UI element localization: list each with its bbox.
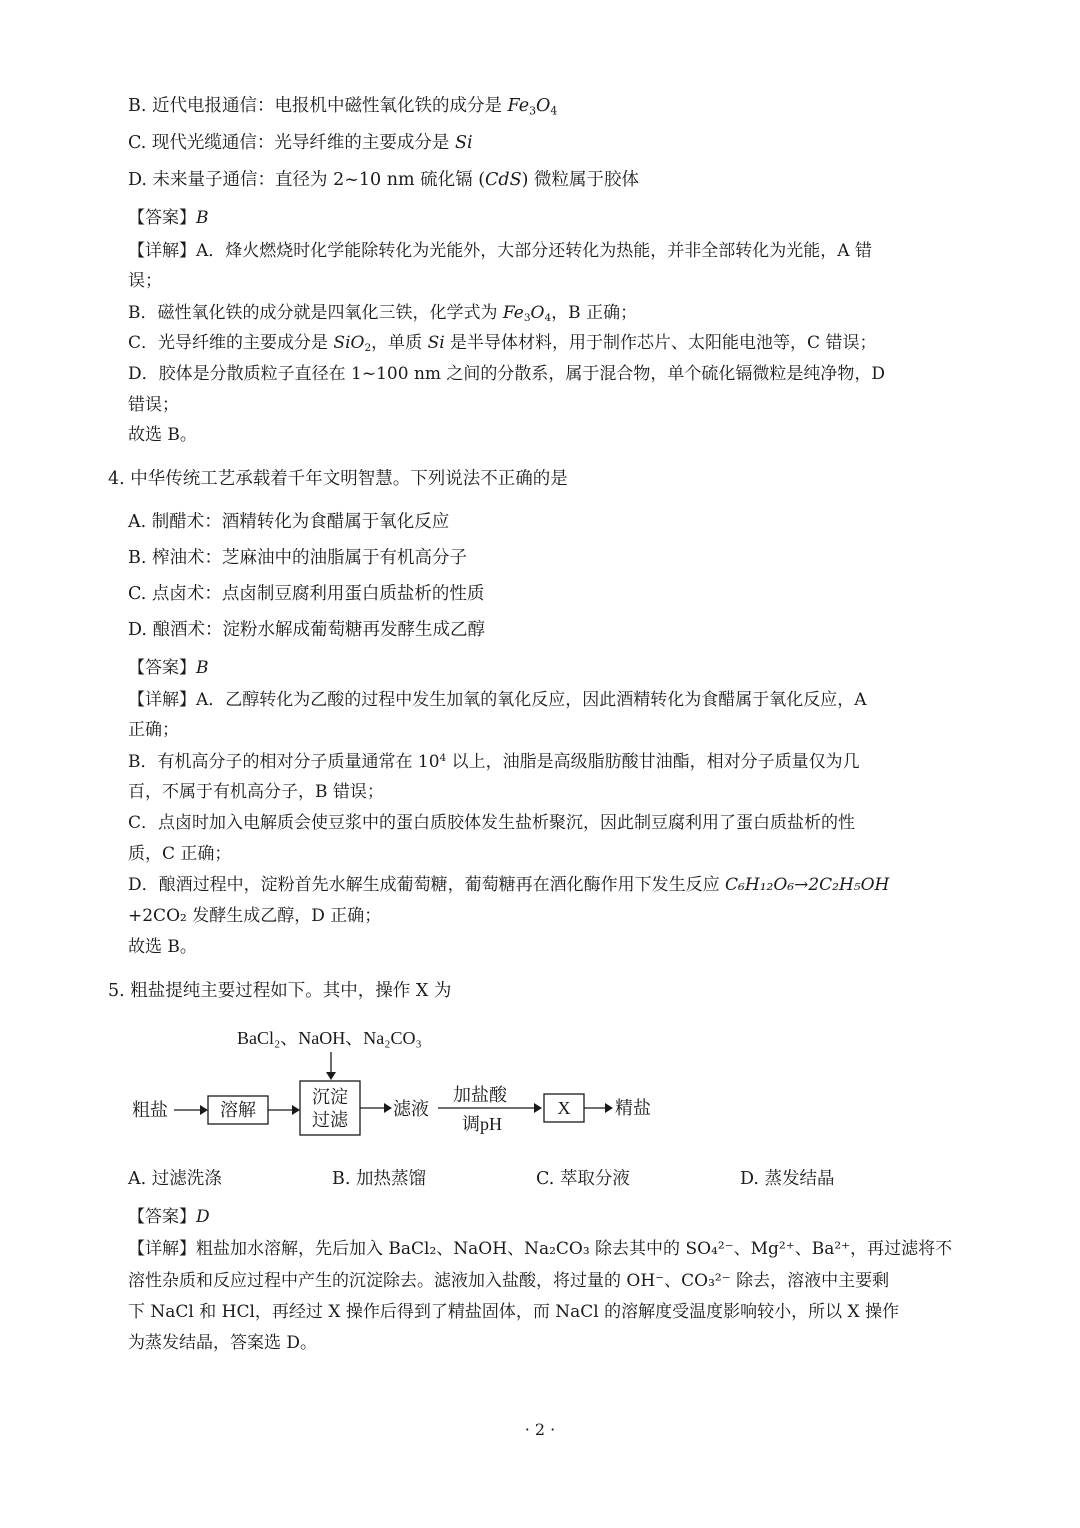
subscript: 2 <box>364 342 372 355</box>
formula: Si <box>427 333 445 353</box>
reagent-arrow-head <box>326 1072 336 1080</box>
q3-option-c <box>128 135 473 153</box>
formula: O <box>536 96 551 116</box>
subscript: 4 <box>544 312 552 325</box>
q4-option-b: B. 榨油术：芝麻油中的油脂属于有机高分子 <box>128 548 467 568</box>
q4-detail-line: +2CO₂ 发酵生成乙醇，D 正确； <box>128 906 382 926</box>
q3-option-b <box>128 98 557 116</box>
superscript: 4 <box>439 752 447 765</box>
q5-detail-line: 溶性杂质和反应过程中产生的沉淀除去。滤液加入盐酸，将过量的 OH⁻、CO₃²⁻ 除去，溶液中主要剩 <box>128 1271 890 1291</box>
formula: Fe <box>502 303 524 323</box>
answer-label: 【答案】 <box>128 1207 196 1227</box>
q5-option-c: C. 萃取分液 <box>536 1169 630 1189</box>
q3-detail-line: 故选 B。 <box>128 425 197 445</box>
q4-answer <box>128 660 209 677</box>
q5-answer <box>128 1209 210 1226</box>
step-dissolve-label: 溶解 <box>220 1100 256 1120</box>
detail-text: B．有机高分子的相对分子质量通常在 10 <box>128 752 440 772</box>
subscript: 4 <box>550 104 558 118</box>
formula: Si <box>454 133 473 153</box>
q4-detail-line: 故选 B。 <box>128 937 197 957</box>
answer-value: B <box>196 208 209 228</box>
q4-option-c: C. 点卤术：点卤制豆腐利用蛋白质盐析的性质 <box>128 584 485 604</box>
detail-text: ，单质 <box>371 333 428 353</box>
q3-detail-line: 【详解】A．烽火燃烧时化学能除转化为光能外，大部分还转化为热能，并非全部转化为光能，A 错 <box>128 241 872 261</box>
formula: Fe <box>507 96 530 116</box>
q4-option-d: D. 酿酒术：淀粉水解成葡萄糖再发酵生成乙醇 <box>128 620 486 640</box>
reagents-label: BaCl₂、NaOH、Na₂CO₃ <box>237 1028 422 1048</box>
q4-detail-line: 质，C 正确； <box>128 844 232 864</box>
condition-hcl-label: 加盐酸 <box>453 1085 507 1105</box>
answer-label: 【答案】 <box>128 208 196 228</box>
detail-text: D．酿酒过程中，淀粉首先水解生成葡萄糖，葡萄糖再在酒化酶作用下发生反应 <box>128 875 726 895</box>
answer-value: B <box>196 658 209 678</box>
detail-text: 以上，油脂是高级脂肪酸甘油酯，相对分子质量仅为几 <box>446 752 860 772</box>
flow-arrow-head <box>534 1103 542 1113</box>
answer-value: D <box>196 1207 210 1227</box>
start-label: 粗盐 <box>132 1100 168 1120</box>
answer-label: 【答案】 <box>128 658 196 678</box>
q5-detail-line: 为蒸发结晶，答案选 D。 <box>128 1333 318 1353</box>
q5-option-d: D. 蒸发结晶 <box>740 1169 835 1189</box>
flow-arrow-head <box>292 1105 300 1115</box>
option-text: C. 现代光缆通信：光导纤维的主要成分是 <box>128 133 455 153</box>
formula: CdS <box>485 170 522 190</box>
q4-detail-line <box>128 877 889 894</box>
formula: O <box>530 303 545 323</box>
end-label: 精盐 <box>615 1098 651 1118</box>
q3-detail-line: D．胶体是分散质粒子直径在 1~100 nm 之间的分散系，属于混合物，单个硫化镉微粒是纯净物，D <box>128 364 886 384</box>
option-text: D. 未来量子通信：直径为 2~10 nm 硫化镉 ( <box>128 170 486 190</box>
flow-arrow-head <box>384 1103 392 1113</box>
q4-detail-line: C．点卤时加入电解质会使豆浆中的蛋白质胶体发生盐析聚沉，因此制豆腐利用了蛋白质盐析的性 <box>128 813 856 833</box>
q3-option-d <box>128 172 639 190</box>
equation: C₆H₁₂O₆→2C₂H₅OH <box>725 875 890 895</box>
q4-detail-line: 【详解】A．乙醇转化为乙酸的过程中发生加氧的氧化反应，因此酒精转化为食醋属于氧化反应，A <box>128 690 867 710</box>
filtrate-label: 滤液 <box>393 1099 429 1119</box>
condition-ph-label: 调pH <box>462 1114 502 1134</box>
q5-option-a: A. 过滤洗涤 <box>128 1169 222 1189</box>
q4-detail-line: 百，不属于有机高分子，B 错误； <box>128 782 384 802</box>
q3-detail-line: 误； <box>128 271 162 291</box>
process-flow-diagram <box>120 1020 680 1150</box>
q4-detail-line <box>128 754 860 771</box>
q5-stem: 5. 粗盐提纯主要过程如下。其中，操作 X 为 <box>108 981 452 1001</box>
flow-arrow-head <box>605 1103 613 1113</box>
q5-option-b: B. 加热蒸馏 <box>332 1169 426 1189</box>
operation-x-label: X <box>557 1098 571 1118</box>
option-text: ) 微粒属于胶体 <box>521 170 640 190</box>
detail-text: 是半导体材料，用于制作芯片、太阳能电池等，C 错误； <box>444 333 877 353</box>
q3-detail-line: 错误； <box>128 395 179 415</box>
q3-detail-line <box>128 303 638 325</box>
q4-stem: 4. 中华传统工艺承载着千年文明智慧。下列说法不正确的是 <box>108 469 568 489</box>
q5-detail-line: 【详解】粗盐加水溶解，先后加入 BaCl₂、NaOH、Na₂CO₃ 除去其中的 SO₄²⁻、Mg²⁺、Ba²⁺，再过滤将不 <box>128 1239 953 1259</box>
detail-text: C．光导纤维的主要成分是 <box>128 333 334 353</box>
formula: SiO <box>333 333 365 353</box>
flow-arrow-head <box>200 1105 208 1115</box>
option-text: B. 近代电报通信：电报机中磁性氧化铁的成分是 <box>128 96 508 116</box>
q4-detail-line: 正确； <box>128 720 179 740</box>
detail-text: ，B 正确； <box>551 303 638 323</box>
page-number: · 2 · <box>524 1420 556 1439</box>
q3-detail-line <box>128 333 877 355</box>
step-precipitate-label: 沉淀 <box>312 1087 348 1107</box>
q3-answer <box>128 210 209 227</box>
step-filter-label: 过滤 <box>312 1110 348 1130</box>
subscript: 3 <box>523 312 531 325</box>
subscript: 3 <box>529 104 536 118</box>
q5-detail-line: 下 NaCl 和 HCl，再经过 X 操作后得到了精盐固体，而 NaCl 的溶解度受温度影响较小，所以 X 操作 <box>128 1302 900 1322</box>
q4-option-a: A. 制醋术：酒精转化为食醋属于氧化反应 <box>128 512 450 532</box>
detail-text: B．磁性氧化铁的成分就是四氧化三铁，化学式为 <box>128 303 503 323</box>
